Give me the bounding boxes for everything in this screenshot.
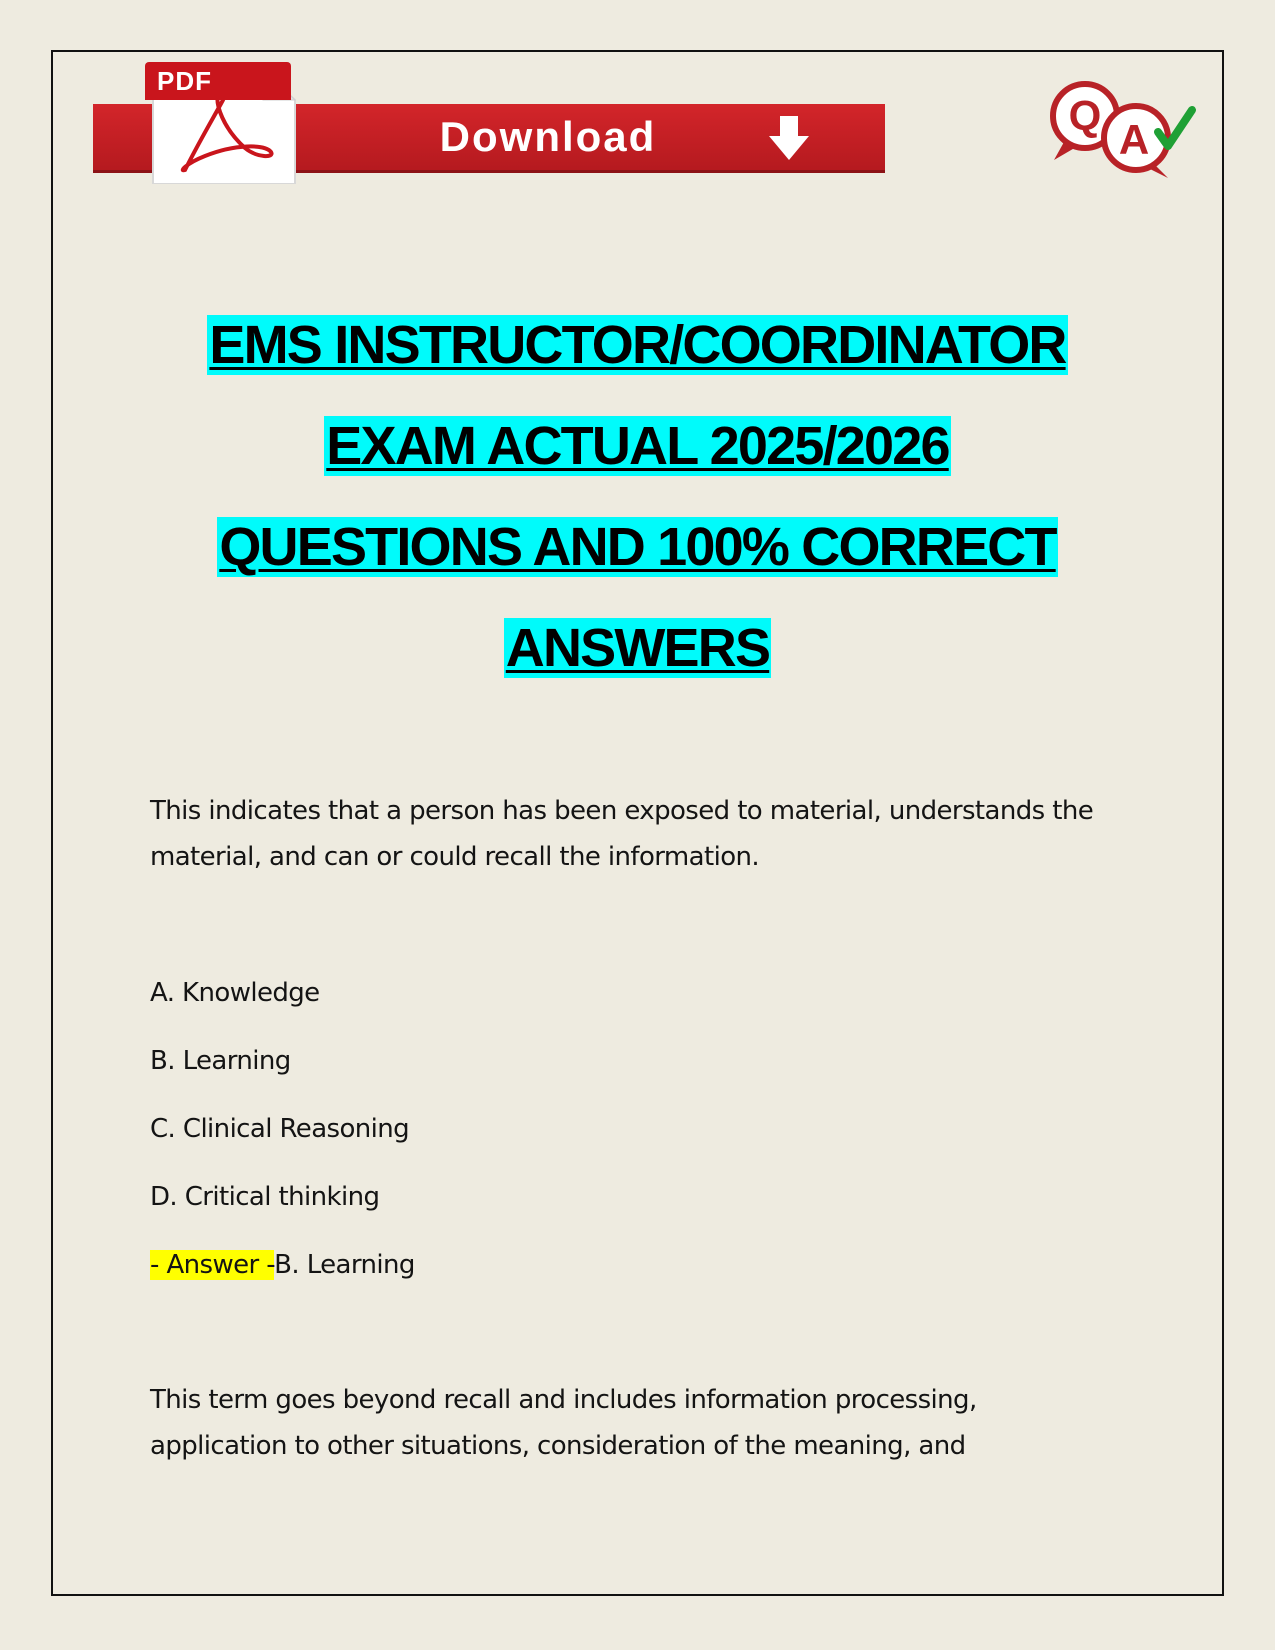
- question-1-option-a: A. Knowledge: [150, 978, 320, 1008]
- pdf-download-banner[interactable]: [93, 60, 885, 184]
- pdf-document-icon: [145, 60, 307, 184]
- question-2-text: This term goes beyond recall and includes information processing, application to other situations, consideration of the meaning, and: [150, 1385, 977, 1461]
- answer-value: B. Learning: [274, 1250, 415, 1280]
- question-1-answer: [150, 1247, 415, 1283]
- logo-a-letter: A: [1118, 116, 1150, 163]
- question-1-option-b: B. Learning: [150, 1046, 291, 1076]
- question-1-option-c: C. Clinical Reasoning: [150, 1114, 410, 1144]
- title-line-2: EXAM ACTUAL 2025/2026: [326, 416, 949, 476]
- question-1-option-d: D. Critical thinking: [150, 1182, 380, 1212]
- title-line-3: QUESTIONS AND 100% CORRECT: [219, 517, 1056, 577]
- download-arrow-icon: [765, 114, 813, 162]
- download-label: Download: [439, 113, 657, 160]
- pdf-tab-label: PDF: [145, 62, 291, 100]
- qa-checkmark-icon: [1040, 80, 1210, 180]
- title-line-4: ANSWERS: [505, 618, 770, 678]
- logo-q-letter: Q: [1068, 92, 1102, 139]
- title-line-1: EMS INSTRUCTOR/COORDINATOR: [209, 315, 1066, 375]
- document-title: [51, 305, 1224, 709]
- question-1-text: This indicates that a person has been exposed to material, understands the material, and can or could recall the information.: [150, 796, 1094, 872]
- answer-prefix: - Answer -: [150, 1250, 275, 1280]
